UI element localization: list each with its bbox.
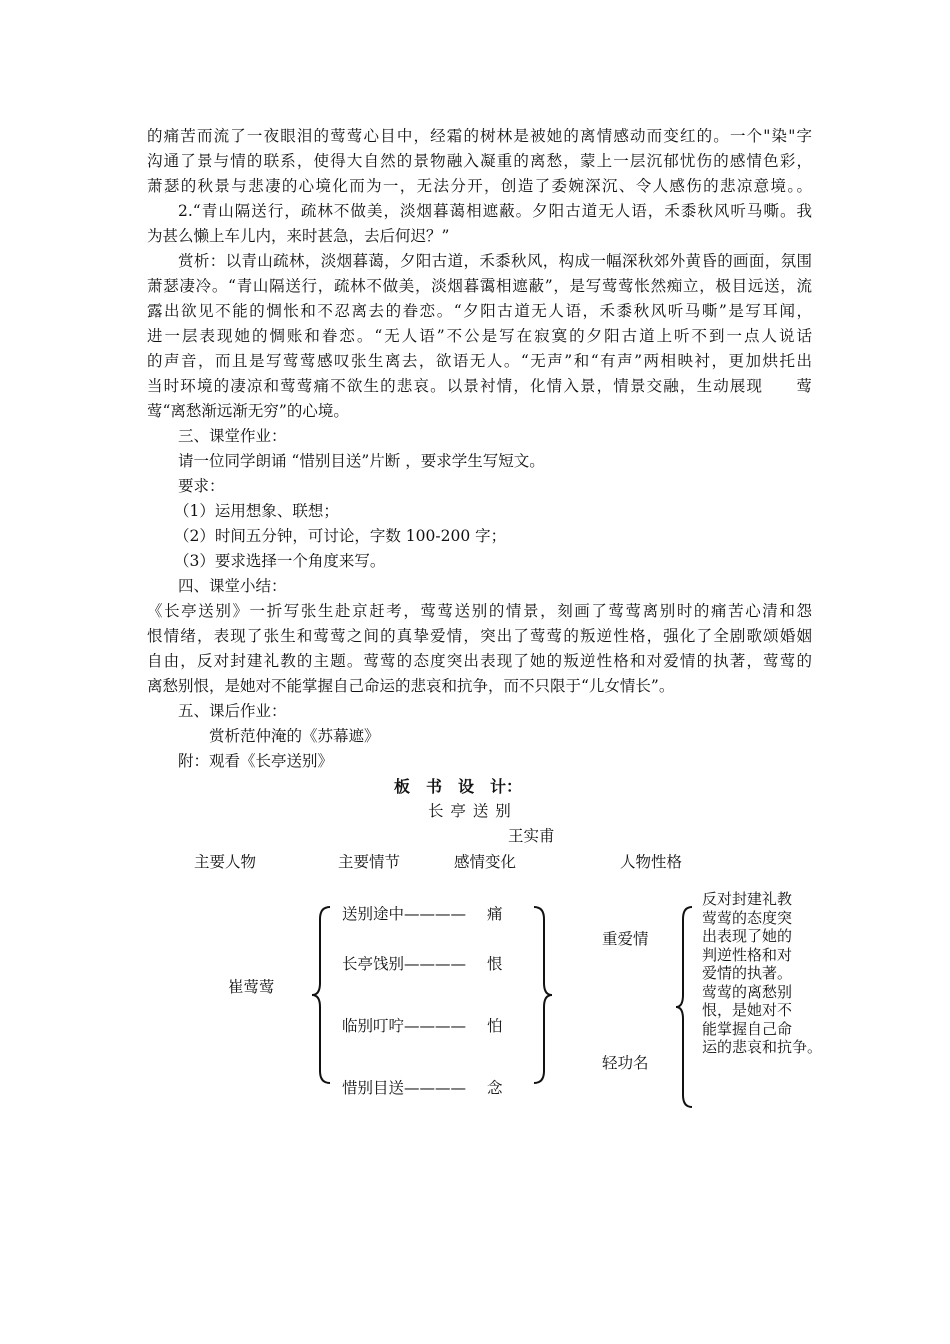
board-title: 长 亭 送 别 [428,802,512,820]
trait-love: 重爱情 [602,930,649,948]
paragraph-line: 赏析范仲淹的《苏幕遮》 [209,727,380,745]
list-item: （3）要求选择一个角度来写。 [174,552,386,570]
plot-scene: 临别叮咛———— [342,1017,467,1035]
paragraph-line: 赏析：以青山疏林，淡烟暮蔼，夕阳古道，禾黍秋风，构成一幅深秋郊外黄昏的画面，氛围 [178,252,812,270]
plot-emotion: 怕 [487,1017,503,1035]
paragraph-line: 附：观看《长亭送别》 [178,752,334,770]
paragraph-line: 露出欲见不能的惆怅和不忍离去的眷恋。“夕阳古道无人语，禾黍秋风听马嘶”是写耳闻， [147,302,812,320]
plot-scene: 送别途中———— [342,905,467,923]
header-trait: 人物性格 [620,853,683,871]
paragraph-line: 当时环境的凄凉和莺莺痛不欲生的悲哀。以景衬情，化情入景，情景交融，生动展现 莺 [147,377,812,395]
header-emotion: 感情变化 [454,853,517,871]
header-character: 主要人物 [194,853,257,871]
plot-scene: 长亭饯别———— [342,955,467,973]
trait-brace [674,905,696,1110]
paragraph-line: 莺“离愁渐远渐无穷”的心境。 [147,402,349,420]
paragraph-line: 的痛苦而流了一夜眼泪的莺莺心目中，经霜的树林是被她的离情感动而变红的。一个"染"字 [147,127,812,145]
trait-summary: 反对封建礼教 莺莺的态度突 出表现了她的 判逆性格和对 爱情的执著。 莺莺的离愁别 恨，是她对不 能掌握自己命 运的悲哀和抗争。 [702,890,823,1056]
section-heading: 三、课堂作业： [178,427,287,445]
board-author: 王实甫 [508,827,555,845]
plot-emotion: 痛 [487,905,503,923]
paragraph-line: 《长亭送别》一折写张生赴京赶考，莺莺送别的情景，刻画了莺莺离别时的痛苦心清和怨 [147,602,812,620]
paragraph-line: 为甚么懒上车儿内，来时甚急，去后何迟？” [147,227,450,245]
section-heading: 四、课堂小结： [178,577,287,595]
left-brace [310,905,334,1085]
plot-emotion: 念 [487,1079,503,1097]
paragraph-line: 的声音，而且是写莺莺感叹张生离去，欲语无人。“无声”和“有声”两相映衬，更加烘托出 [147,352,812,370]
paragraph-line: 萧瑟的秋景与悲凄的心境化而为一，无法分开，创造了委婉深沉、令人感伤的悲凉意境。。 [147,177,812,195]
paragraph-line: 要求： [178,477,225,495]
board-heading: 板 书 设 计： [394,777,523,796]
plot-scene: 惜别目送———— [342,1079,467,1097]
paragraph-line: 自由，反对封建礼教的主题。莺莺的态度突出表现了她的叛逆性格和对爱情的执著，莺莺的 [147,652,812,670]
header-plot: 主要情节 [338,853,401,871]
plot-emotion: 恨 [487,955,503,973]
list-item: （2）时间五分钟，可讨论，字数 100-200 字； [174,527,507,545]
trait-fame: 轻功名 [602,1054,649,1072]
list-item: （1）运用想象、联想； [174,502,339,520]
section-heading: 五、课后作业： [178,702,287,720]
paragraph-line: 请一位同学朗诵 “惜别目送”片断 ，要求学生写短文。 [178,452,545,470]
paragraph-line: 2.“青山隔送行，疏林不做美，淡烟暮蔼相遮蔽。夕阳古道无人语，禾黍秋风听马嘶。我 [178,202,812,220]
paragraph-line: 恨情绪，表现了张生和莺莺之间的真挚爱情，突出了莺莺的叛逆性格，强化了全剧歌颂婚姻 [147,627,812,645]
paragraph-line: 离愁别恨，是她对不能掌握自己命运的悲哀和抗争，而不只限于“儿女情长”。 [147,677,675,695]
paragraph-line: 萧瑟凄冷。“青山隔送行，疏林不做美，淡烟暮霭相遮蔽”，是写莺莺怅然痴立，极目远送，流 [147,277,812,295]
right-brace [530,905,554,1085]
paragraph-line: 进一层表现她的惆账和眷恋。“无人语”不公是写在寂寞的夕阳古道上听不到一点人说话 [147,327,812,345]
paragraph-line: 沟通了景与情的联系，使得大自然的景物融入凝重的离愁，蒙上一层沉郁忧伤的感情色彩， [147,152,812,170]
character-name: 崔莺莺 [228,978,275,996]
